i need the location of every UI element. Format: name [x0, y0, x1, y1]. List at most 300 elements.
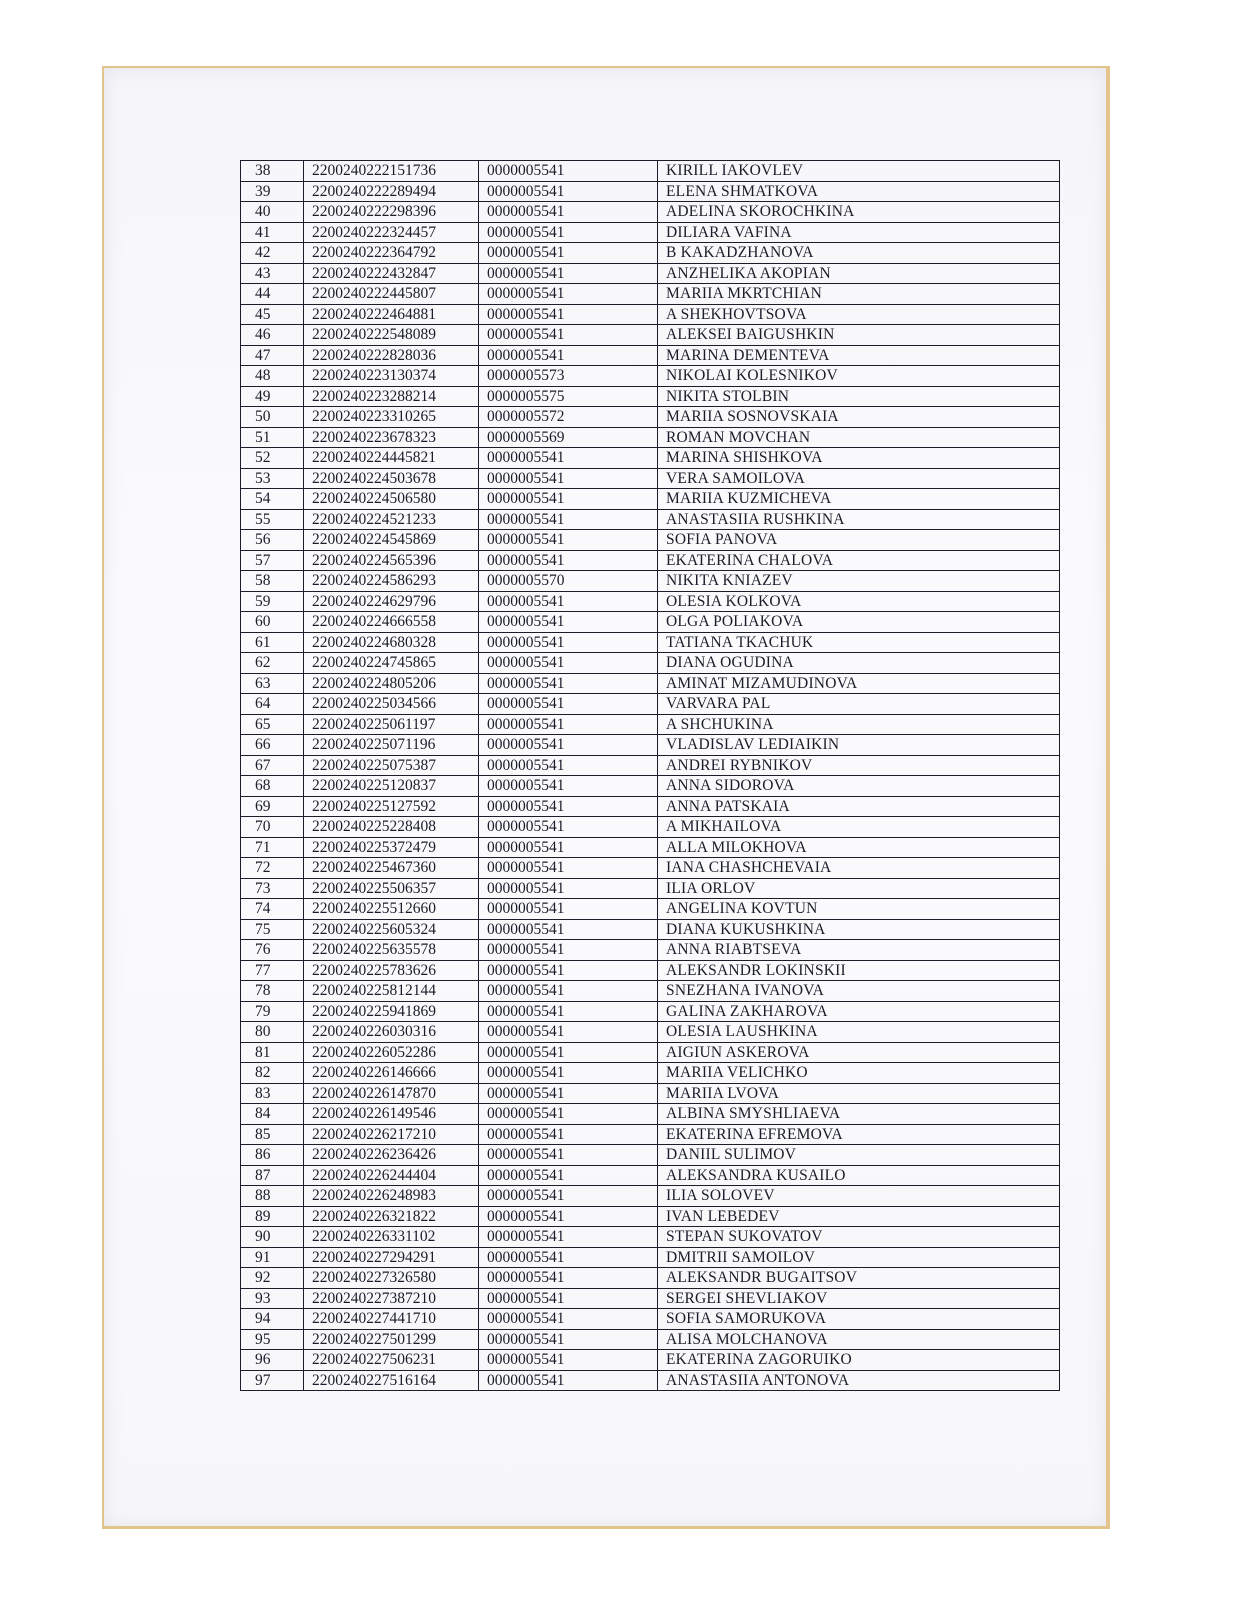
row-number: 68 — [241, 776, 304, 797]
row-name: VERA SAMOILOVA — [658, 468, 1060, 489]
row-number: 61 — [241, 632, 304, 653]
row-code: 0000005541 — [479, 1227, 658, 1248]
row-id-number: 2200240225467360 — [304, 858, 479, 879]
row-number: 49 — [241, 386, 304, 407]
row-code: 0000005541 — [479, 1247, 658, 1268]
row-name: ALEKSANDRA KUSAILO — [658, 1165, 1060, 1186]
table-row — [241, 1288, 1060, 1309]
row-number: 63 — [241, 673, 304, 694]
row-code: 0000005541 — [479, 304, 658, 325]
row-name: MARINA DEMENTEVA — [658, 345, 1060, 366]
row-code: 0000005541 — [479, 919, 658, 940]
row-code: 0000005541 — [479, 1022, 658, 1043]
table-row — [241, 386, 1060, 407]
table-row — [241, 591, 1060, 612]
row-name: B KAKADZHANOVA — [658, 243, 1060, 264]
row-number: 86 — [241, 1145, 304, 1166]
row-id-number: 2200240225075387 — [304, 755, 479, 776]
row-id-number: 2200240226052286 — [304, 1042, 479, 1063]
row-id-number: 2200240227506231 — [304, 1350, 479, 1371]
table-row — [241, 202, 1060, 223]
row-code: 0000005541 — [479, 468, 658, 489]
table-row — [241, 161, 1060, 182]
table-row — [241, 755, 1060, 776]
row-name: A SHCHUKINA — [658, 714, 1060, 735]
row-number: 62 — [241, 653, 304, 674]
table-row — [241, 407, 1060, 428]
row-number: 76 — [241, 940, 304, 961]
row-id-number: 2200240223130374 — [304, 366, 479, 387]
table-row — [241, 1186, 1060, 1207]
row-code: 0000005541 — [479, 796, 658, 817]
row-number: 79 — [241, 1001, 304, 1022]
table-row — [241, 960, 1060, 981]
row-name: NIKOLAI KOLESNIKOV — [658, 366, 1060, 387]
row-name: NIKITA STOLBIN — [658, 386, 1060, 407]
row-code: 0000005541 — [479, 1206, 658, 1227]
table-row — [241, 817, 1060, 838]
row-id-number: 2200240226321822 — [304, 1206, 479, 1227]
row-number: 59 — [241, 591, 304, 612]
row-number: 80 — [241, 1022, 304, 1043]
table-row — [241, 776, 1060, 797]
row-code: 0000005541 — [479, 345, 658, 366]
row-id-number: 2200240224506580 — [304, 489, 479, 510]
row-name: EKATERINA ZAGORUIKO — [658, 1350, 1060, 1371]
row-name: ANNA PATSKAIA — [658, 796, 1060, 817]
row-name: AMINAT MIZAMUDINOVA — [658, 673, 1060, 694]
row-name: OLESIA KOLKOVA — [658, 591, 1060, 612]
row-code: 0000005541 — [479, 776, 658, 797]
row-number: 39 — [241, 181, 304, 202]
table-row — [241, 509, 1060, 530]
row-code: 0000005541 — [479, 448, 658, 469]
row-id-number: 2200240223288214 — [304, 386, 479, 407]
row-id-number: 2200240224503678 — [304, 468, 479, 489]
row-name: IANA CHASHCHEVAIA — [658, 858, 1060, 879]
table-row — [241, 1206, 1060, 1227]
row-code: 0000005541 — [479, 1104, 658, 1125]
row-code: 0000005541 — [479, 222, 658, 243]
row-number: 77 — [241, 960, 304, 981]
table-row — [241, 694, 1060, 715]
row-number: 66 — [241, 735, 304, 756]
row-name: DILIARA VAFINA — [658, 222, 1060, 243]
row-code: 0000005541 — [479, 161, 658, 182]
row-code: 0000005541 — [479, 858, 658, 879]
row-id-number: 2200240222464881 — [304, 304, 479, 325]
row-name: ILIA SOLOVEV — [658, 1186, 1060, 1207]
row-code: 0000005541 — [479, 878, 658, 899]
row-name: ALLA MILOKHOVA — [658, 837, 1060, 858]
row-number: 69 — [241, 796, 304, 817]
table-row — [241, 1001, 1060, 1022]
row-id-number: 2200240222828036 — [304, 345, 479, 366]
row-id-number: 2200240224629796 — [304, 591, 479, 612]
row-code: 0000005541 — [479, 1288, 658, 1309]
row-number: 90 — [241, 1227, 304, 1248]
row-code: 0000005541 — [479, 1268, 658, 1289]
row-name: VARVARA PAL — [658, 694, 1060, 715]
table-row — [241, 837, 1060, 858]
row-code: 0000005541 — [479, 1350, 658, 1371]
table-row — [241, 1104, 1060, 1125]
table-row — [241, 1247, 1060, 1268]
row-id-number: 2200240225635578 — [304, 940, 479, 961]
row-name: EKATERINA EFREMOVA — [658, 1124, 1060, 1145]
row-name: ANZHELIKA AKOPIAN — [658, 263, 1060, 284]
row-name: ALEKSANDR BUGAITSOV — [658, 1268, 1060, 1289]
row-number: 46 — [241, 325, 304, 346]
row-name: ILIA ORLOV — [658, 878, 1060, 899]
row-code: 0000005541 — [479, 714, 658, 735]
row-id-number: 2200240226149546 — [304, 1104, 479, 1125]
row-name: ADELINA SKOROCHKINA — [658, 202, 1060, 223]
row-name: NIKITA KNIAZEV — [658, 571, 1060, 592]
row-id-number: 2200240224521233 — [304, 509, 479, 530]
row-name: SNEZHANA IVANOVA — [658, 981, 1060, 1002]
row-id-number: 2200240225812144 — [304, 981, 479, 1002]
row-code: 0000005572 — [479, 407, 658, 428]
table-row — [241, 981, 1060, 1002]
table-row — [241, 427, 1060, 448]
row-number: 72 — [241, 858, 304, 879]
row-number: 94 — [241, 1309, 304, 1330]
row-number: 40 — [241, 202, 304, 223]
row-code: 0000005541 — [479, 1145, 658, 1166]
table-row — [241, 1268, 1060, 1289]
table-row — [241, 899, 1060, 920]
row-code: 0000005541 — [479, 981, 658, 1002]
row-code: 0000005541 — [479, 181, 658, 202]
row-code: 0000005541 — [479, 550, 658, 571]
row-id-number: 2200240222289494 — [304, 181, 479, 202]
table-row — [241, 222, 1060, 243]
row-id-number: 2200240223310265 — [304, 407, 479, 428]
table-row — [241, 468, 1060, 489]
row-code: 0000005541 — [479, 632, 658, 653]
row-code: 0000005541 — [479, 202, 658, 223]
row-code: 0000005541 — [479, 940, 658, 961]
row-number: 43 — [241, 263, 304, 284]
row-id-number: 2200240226244404 — [304, 1165, 479, 1186]
row-number: 56 — [241, 530, 304, 551]
table-row — [241, 304, 1060, 325]
table-row — [241, 714, 1060, 735]
row-name: TATIANA TKACHUK — [658, 632, 1060, 653]
row-id-number: 2200240222151736 — [304, 161, 479, 182]
row-name: MARIIA KUZMICHEVA — [658, 489, 1060, 510]
table-row — [241, 1165, 1060, 1186]
table-row — [241, 1370, 1060, 1391]
row-code: 0000005541 — [479, 325, 658, 346]
row-name: ALEKSEI BAIGUSHKIN — [658, 325, 1060, 346]
row-code: 0000005541 — [479, 1001, 658, 1022]
table-row — [241, 632, 1060, 653]
row-code: 0000005541 — [479, 837, 658, 858]
row-id-number: 2200240222445807 — [304, 284, 479, 305]
table-row — [241, 858, 1060, 879]
row-id-number: 2200240227326580 — [304, 1268, 479, 1289]
row-name: A SHEKHOVTSOVA — [658, 304, 1060, 325]
row-number: 51 — [241, 427, 304, 448]
row-name: VLADISLAV LEDIAIKIN — [658, 735, 1060, 756]
row-number: 41 — [241, 222, 304, 243]
row-id-number: 2200240227501299 — [304, 1329, 479, 1350]
row-id-number: 2200240222432847 — [304, 263, 479, 284]
row-id-number: 2200240225605324 — [304, 919, 479, 940]
row-code: 0000005541 — [479, 653, 658, 674]
table-row — [241, 735, 1060, 756]
row-code: 0000005541 — [479, 612, 658, 633]
row-code: 0000005573 — [479, 366, 658, 387]
row-number: 82 — [241, 1063, 304, 1084]
row-id-number: 2200240226147870 — [304, 1083, 479, 1104]
row-id-number: 2200240224680328 — [304, 632, 479, 653]
row-code: 0000005541 — [479, 1329, 658, 1350]
row-id-number: 2200240225941869 — [304, 1001, 479, 1022]
row-name: MARIIA MKRTCHIAN — [658, 284, 1060, 305]
table-row — [241, 1145, 1060, 1166]
row-name: ANDREI RYBNIKOV — [658, 755, 1060, 776]
table-row — [241, 243, 1060, 264]
row-number: 44 — [241, 284, 304, 305]
row-id-number: 2200240226236426 — [304, 1145, 479, 1166]
table-row — [241, 1309, 1060, 1330]
row-code: 0000005541 — [479, 899, 658, 920]
row-name: SOFIA PANOVA — [658, 530, 1060, 551]
row-name: DANIIL SULIMOV — [658, 1145, 1060, 1166]
roster-table — [240, 160, 1060, 1391]
row-number: 58 — [241, 571, 304, 592]
row-id-number: 2200240226331102 — [304, 1227, 479, 1248]
table-row — [241, 673, 1060, 694]
table-row — [241, 448, 1060, 469]
row-number: 84 — [241, 1104, 304, 1125]
table-row — [241, 345, 1060, 366]
row-code: 0000005541 — [479, 1309, 658, 1330]
table-row — [241, 550, 1060, 571]
row-name: ANNA SIDOROVA — [658, 776, 1060, 797]
table-row — [241, 1227, 1060, 1248]
row-code: 0000005541 — [479, 673, 658, 694]
table-row — [241, 1063, 1060, 1084]
row-id-number: 2200240222364792 — [304, 243, 479, 264]
row-name: MARIIA LVOVA — [658, 1083, 1060, 1104]
row-name: ANASTASIIA ANTONOVA — [658, 1370, 1060, 1391]
row-id-number: 2200240227387210 — [304, 1288, 479, 1309]
row-code: 0000005541 — [479, 735, 658, 756]
row-id-number: 2200240226248983 — [304, 1186, 479, 1207]
table-row — [241, 571, 1060, 592]
row-name: ALBINA SMYSHLIAEVA — [658, 1104, 1060, 1125]
row-number: 47 — [241, 345, 304, 366]
row-name: IVAN LEBEDEV — [658, 1206, 1060, 1227]
row-number: 52 — [241, 448, 304, 469]
row-id-number: 2200240224565396 — [304, 550, 479, 571]
row-number: 67 — [241, 755, 304, 776]
row-name: SERGEI SHEVLIAKOV — [658, 1288, 1060, 1309]
table-row — [241, 796, 1060, 817]
row-number: 55 — [241, 509, 304, 530]
row-code: 0000005541 — [479, 1063, 658, 1084]
table-row — [241, 366, 1060, 387]
row-name: ANASTASIIA RUSHKINA — [658, 509, 1060, 530]
table-row — [241, 919, 1060, 940]
row-code: 0000005575 — [479, 386, 658, 407]
row-code: 0000005541 — [479, 263, 658, 284]
row-number: 54 — [241, 489, 304, 510]
row-number: 57 — [241, 550, 304, 571]
row-code: 0000005570 — [479, 571, 658, 592]
row-code: 0000005541 — [479, 1186, 658, 1207]
row-number: 88 — [241, 1186, 304, 1207]
table-row — [241, 940, 1060, 961]
table-row — [241, 489, 1060, 510]
row-id-number: 2200240224586293 — [304, 571, 479, 592]
row-name: MARIIA VELICHKO — [658, 1063, 1060, 1084]
row-name: STEPAN SUKOVATOV — [658, 1227, 1060, 1248]
roster-table-body — [241, 161, 1060, 1391]
row-id-number: 2200240223678323 — [304, 427, 479, 448]
row-number: 91 — [241, 1247, 304, 1268]
row-name: KIRILL IAKOVLEV — [658, 161, 1060, 182]
row-id-number: 2200240225120837 — [304, 776, 479, 797]
table-row — [241, 181, 1060, 202]
row-name: AIGIUN ASKEROVA — [658, 1042, 1060, 1063]
table-row — [241, 1350, 1060, 1371]
table-row — [241, 1329, 1060, 1350]
row-number: 50 — [241, 407, 304, 428]
row-number: 38 — [241, 161, 304, 182]
row-number: 42 — [241, 243, 304, 264]
row-number: 73 — [241, 878, 304, 899]
row-number: 70 — [241, 817, 304, 838]
row-number: 65 — [241, 714, 304, 735]
row-code: 0000005541 — [479, 694, 658, 715]
table-row — [241, 530, 1060, 551]
row-number: 78 — [241, 981, 304, 1002]
row-id-number: 2200240226030316 — [304, 1022, 479, 1043]
row-number: 71 — [241, 837, 304, 858]
row-name: MARIIA SOSNOVSKAIA — [658, 407, 1060, 428]
row-name: MARINA SHISHKOVA — [658, 448, 1060, 469]
row-number: 92 — [241, 1268, 304, 1289]
row-name: EKATERINA CHALOVA — [658, 550, 1060, 571]
row-code: 0000005541 — [479, 1370, 658, 1391]
row-name: ROMAN MOVCHAN — [658, 427, 1060, 448]
row-number: 53 — [241, 468, 304, 489]
row-id-number: 2200240225061197 — [304, 714, 479, 735]
row-number: 45 — [241, 304, 304, 325]
row-code: 0000005541 — [479, 960, 658, 981]
row-number: 95 — [241, 1329, 304, 1350]
table-row — [241, 878, 1060, 899]
row-id-number: 2200240226217210 — [304, 1124, 479, 1145]
row-name: GALINA ZAKHAROVA — [658, 1001, 1060, 1022]
row-number: 74 — [241, 899, 304, 920]
row-code: 0000005541 — [479, 489, 658, 510]
row-code: 0000005541 — [479, 591, 658, 612]
row-name: DIANA OGUDINA — [658, 653, 1060, 674]
row-number: 87 — [241, 1165, 304, 1186]
row-number: 81 — [241, 1042, 304, 1063]
row-number: 48 — [241, 366, 304, 387]
table-row — [241, 284, 1060, 305]
row-id-number: 2200240222548089 — [304, 325, 479, 346]
row-code: 0000005541 — [479, 1124, 658, 1145]
row-id-number: 2200240225071196 — [304, 735, 479, 756]
row-id-number: 2200240224666558 — [304, 612, 479, 633]
row-code: 0000005541 — [479, 530, 658, 551]
row-id-number: 2200240225228408 — [304, 817, 479, 838]
row-number: 96 — [241, 1350, 304, 1371]
row-number: 97 — [241, 1370, 304, 1391]
row-number: 89 — [241, 1206, 304, 1227]
row-code: 0000005541 — [479, 817, 658, 838]
row-id-number: 2200240225034566 — [304, 694, 479, 715]
row-name: ANGELINA KOVTUN — [658, 899, 1060, 920]
row-name: DMITRII SAMOILOV — [658, 1247, 1060, 1268]
row-name: A MIKHAILOVA — [658, 817, 1060, 838]
row-id-number: 2200240222324457 — [304, 222, 479, 243]
row-number: 93 — [241, 1288, 304, 1309]
table-row — [241, 263, 1060, 284]
row-code: 0000005569 — [479, 427, 658, 448]
row-number: 85 — [241, 1124, 304, 1145]
row-id-number: 2200240225372479 — [304, 837, 479, 858]
row-id-number: 2200240224445821 — [304, 448, 479, 469]
row-name: ALISA MOLCHANOVA — [658, 1329, 1060, 1350]
row-number: 75 — [241, 919, 304, 940]
row-id-number: 2200240226146666 — [304, 1063, 479, 1084]
row-id-number: 2200240224805206 — [304, 673, 479, 694]
row-code: 0000005541 — [479, 1165, 658, 1186]
row-id-number: 2200240224745865 — [304, 653, 479, 674]
row-id-number: 2200240225127592 — [304, 796, 479, 817]
row-name: ANNA RIABTSEVA — [658, 940, 1060, 961]
row-code: 0000005541 — [479, 1083, 658, 1104]
row-id-number: 2200240224545869 — [304, 530, 479, 551]
row-code: 0000005541 — [479, 1042, 658, 1063]
row-number: 64 — [241, 694, 304, 715]
table-row — [241, 1124, 1060, 1145]
row-name: ALEKSANDR LOKINSKII — [658, 960, 1060, 981]
row-id-number: 2200240225506357 — [304, 878, 479, 899]
table-row — [241, 1083, 1060, 1104]
table-row — [241, 325, 1060, 346]
row-id-number: 2200240227516164 — [304, 1370, 479, 1391]
row-code: 0000005541 — [479, 284, 658, 305]
row-number: 60 — [241, 612, 304, 633]
row-code: 0000005541 — [479, 243, 658, 264]
row-name: OLESIA LAUSHKINA — [658, 1022, 1060, 1043]
row-name: ELENA SHMATKOVA — [658, 181, 1060, 202]
row-name: DIANA KUKUSHKINA — [658, 919, 1060, 940]
row-code: 0000005541 — [479, 509, 658, 530]
row-name: SOFIA SAMORUKOVA — [658, 1309, 1060, 1330]
row-number: 83 — [241, 1083, 304, 1104]
row-id-number: 2200240225783626 — [304, 960, 479, 981]
table-row — [241, 653, 1060, 674]
table-row — [241, 1042, 1060, 1063]
table-row — [241, 612, 1060, 633]
row-id-number: 2200240222298396 — [304, 202, 479, 223]
row-code: 0000005541 — [479, 755, 658, 776]
row-id-number: 2200240225512660 — [304, 899, 479, 920]
table-row — [241, 1022, 1060, 1043]
row-id-number: 2200240227294291 — [304, 1247, 479, 1268]
